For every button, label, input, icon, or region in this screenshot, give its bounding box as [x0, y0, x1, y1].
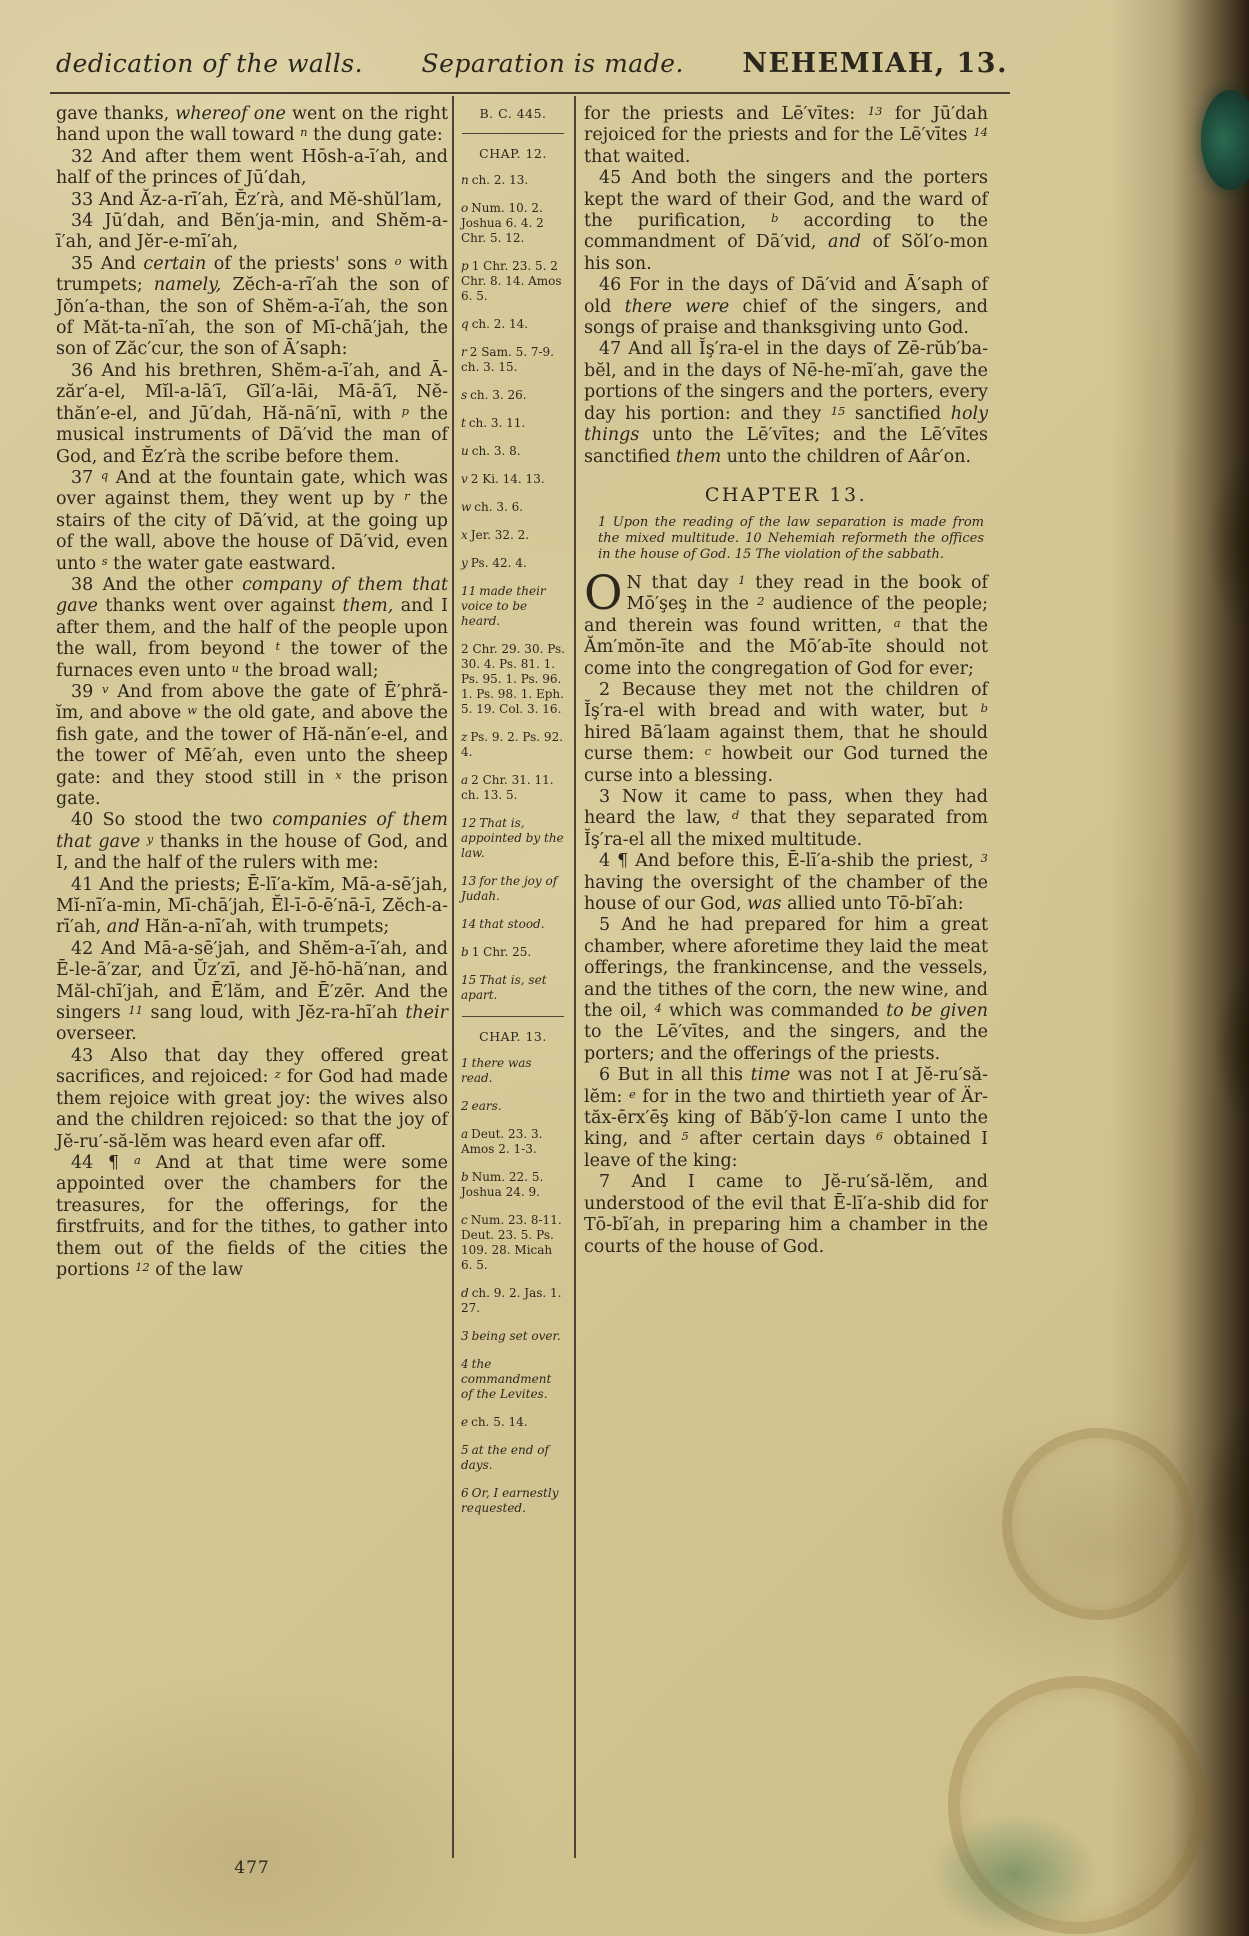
text-run: sang loud, with Jĕz-ra-hī′ah — [142, 1003, 406, 1024]
right-column — [584, 104, 988, 1258]
text-run: was — [747, 894, 782, 914]
cross-reference-mark: 12 — [461, 816, 477, 830]
chapter-heading: CHAPTER 13. — [704, 483, 868, 506]
cross-reference-entry — [461, 1127, 565, 1157]
cross-reference-text: That is, set apart. — [461, 973, 547, 1002]
text-run: the tower of the furnaces even unto — [56, 639, 448, 681]
cross-reference-entry — [461, 500, 565, 515]
cross-reference-text: ch. 3. 26. — [470, 388, 527, 402]
text-run: they read in the book of Mō′şeş in the — [626, 572, 988, 615]
text-run: 36 And his brethren, Shĕm-a-ī′ah, and Ā-zăr′a-el, Mĭl-a-lā′ī, Gĭl′a-lāi, Mā-ā′ī, Nĕ-thăn′e-el, and Jū′dah, Hă-nā′nī, with — [56, 360, 448, 424]
text-run: the dung gate: — [307, 125, 443, 146]
text-run: 42 And Mā-a-sē′jah, and Shĕm-a-ī′ah, and Ē-le-ā′zar, and Ŭz′zī, and Jĕ-hō-hā′nan, and Măl-chī′jah, and Ē′lăm, and Ē′zēr. And the singers — [56, 938, 448, 1024]
ref-marker: a — [133, 1152, 141, 1167]
ref-marker: d — [731, 808, 740, 823]
text-run: 7 And I came to Jĕ-ru′să-lĕm, and understood of the evil that Ē-lī′a-shib did for Tō-bī′ah, in preparing him a chamber in the courts of the house of God. — [584, 1172, 988, 1257]
verse-paragraph — [56, 682, 448, 810]
text-run: sanctified — [845, 403, 951, 424]
ink-stain-ring-upper — [1002, 1428, 1194, 1620]
text-run: And at the fountain gate, which was over against them, they went up by — [56, 467, 448, 510]
text-run: the old gate, and above the fish gate, and the tower of Hă-năn′e-el, and the tower of Mē′ah, even unto the sheep gate: and they stood still in — [56, 703, 448, 788]
cross-reference-mark: 15 — [461, 973, 477, 987]
text-run: for Jū′dah rejoiced for the priests and for the Lē′vītes — [584, 104, 988, 146]
text-run: 41 And the priests; Ē-lī′a-kĭm, Mā-a-sē′jah, Mĭ-nī′a-min, Mī-chā′jah, Ĕl-ī-ō-ē′nā-ī, Zĕch-a-rī′ah, — [56, 874, 448, 938]
text-run: their — [405, 1003, 448, 1024]
green-stain-bottom — [930, 1812, 1100, 1936]
text-run: 47 And all Ĭş′ra-el in the days of Zē-rŭb′ba-bĕl, and in the days of Nē-he-mī′ah, gave the portions of the singers and the porters, every day his portion: and they — [584, 339, 988, 424]
ref-marker: n — [300, 125, 308, 140]
ref-marker: a — [893, 615, 901, 630]
verse-paragraph — [56, 361, 448, 468]
column-divider-left — [452, 96, 454, 1858]
cross-reference-entry — [461, 1286, 565, 1316]
text-run: for God had made them rejoice with great joy: the wives also and the children rejoiced: so that the joy of Jĕ-ru′-să-lĕm was heard even afar off. — [56, 1067, 448, 1152]
cross-reference-text: the commandment of the Levites. — [461, 1357, 552, 1401]
header-rule — [50, 92, 1010, 94]
verse-paragraph — [584, 168, 988, 275]
text-run: allied unto Tō-bī′ah: — [781, 894, 964, 914]
verse-paragraph — [584, 915, 988, 1065]
ref-marker: 15 — [830, 403, 846, 418]
drop-cap: O — [584, 565, 623, 621]
text-run: for in the two and thirtieth year of Är-tăx-ērx′ēş king of Băb′ў-lon came I unto the king, and — [584, 1086, 988, 1150]
text-run: whereof one — [175, 104, 286, 124]
cross-reference-entry — [461, 917, 565, 932]
cross-reference-mark: e — [461, 1415, 469, 1429]
cross-reference-mark: 2 — [461, 1099, 469, 1113]
text-run: to the Lē′vītes, and the singers, and the porters; and the offerings of the priests. — [584, 1022, 988, 1064]
text-run: holy things — [584, 403, 988, 446]
ref-marker: z — [274, 1067, 281, 1082]
text-run: the prison gate. — [56, 767, 448, 809]
cross-reference-text: for the joy of Judah. — [461, 874, 558, 903]
cross-reference-mark: c — [461, 1213, 468, 1227]
text-run: company of them that gave — [56, 574, 448, 617]
cross-reference-entry — [461, 528, 565, 543]
text-run: 46 For in the days of Dā′vid and Ā′saph of old — [584, 275, 988, 317]
text-run: and I after them, and the half of the people upon the wall, from beyond — [56, 596, 448, 660]
ref-marker: y — [146, 831, 154, 846]
text-run: 44 ¶ — [71, 1152, 134, 1173]
cross-reference-text: ch. 3. 8. — [471, 444, 521, 458]
verse-paragraph — [584, 1065, 988, 1172]
cross-reference-mark: x — [461, 528, 468, 542]
text-run: of the law — [149, 1259, 244, 1280]
cross-reference-mark: z — [461, 730, 468, 744]
text-run: 39 — [71, 681, 103, 702]
cross-reference-text: Num. 22. 5. Joshua 24. 9. — [461, 1170, 544, 1199]
cross-reference-mark: r — [461, 345, 467, 359]
cross-reference-text: Num. 23. 8-11. Deut. 23. 5. Ps. 109. 28. Micah 6. 5. — [461, 1213, 562, 1272]
ref-marker: x — [335, 767, 342, 782]
verse-paragraph — [584, 104, 988, 168]
text-run: 2 Because they met not the children of Ĭş′ra-el with bread and with water, but — [584, 679, 988, 722]
text-run: them — [675, 446, 722, 467]
cross-reference-entry — [461, 444, 565, 459]
cross-reference-entry — [461, 874, 565, 904]
ref-marker: r — [404, 489, 410, 504]
text-run: gave thanks, — [56, 104, 176, 124]
cross-reference-entry — [461, 642, 565, 717]
text-run: 34 Jū′dah, and Bĕn′ja-min, and Shĕm-a-ī′ah, and Jĕr-e-mī′ah, — [56, 211, 448, 253]
cross-reference-mark: d — [461, 1286, 469, 1300]
text-run: 5 And he had prepared for him a great chamber, where aforetime they laid the meat offerings, the frankincense, and the vessels, and the tithes of the corn, the new wine, and the oil, — [584, 915, 988, 1022]
cross-reference-text: 2 Sam. 5. 7-9. ch. 3. 15. — [461, 345, 554, 374]
ref-marker: 14 — [973, 125, 988, 140]
cross-reference-entry — [461, 1415, 565, 1430]
cross-reference-text: 2 Ki. 14. 13. — [470, 472, 545, 486]
verse-paragraph — [584, 275, 988, 339]
text-run: companies of them that gave — [56, 810, 448, 852]
cross-reference-entry — [461, 259, 565, 304]
text-run: overseer. — [56, 1024, 137, 1045]
cross-reference-text: being set over. — [471, 1329, 561, 1343]
text-run: 43 Also that day they offered great sacrifices, and rejoiced: — [56, 1045, 448, 1088]
cross-reference-entry — [461, 1099, 565, 1114]
text-run: for the priests and Lē′vītes: — [584, 104, 868, 124]
text-run — [140, 832, 147, 852]
cross-reference-mark: q — [461, 317, 469, 331]
text-run: the stairs of the city of Dā′vid, at the going up of the wall, above the house of Dā′vid, even unto — [56, 489, 448, 574]
cross-reference-mark: u — [461, 444, 469, 458]
cross-reference-text: ch. 3. 6. — [474, 500, 524, 514]
verse-paragraph — [56, 254, 448, 361]
text-run: And at that time were some appointed over the chambers for the treasures, for the offerings, for the firstfruits, and for the tithes, to gather into them out of the fields of the cities the portions — [56, 1152, 449, 1280]
cross-reference-entry — [461, 816, 565, 861]
cross-reference-mark: a — [461, 1127, 469, 1141]
chapter-ref-label: CHAP. 13. — [479, 1029, 547, 1044]
ref-marker: 2 — [757, 594, 765, 609]
ref-marker: 1 — [738, 572, 746, 587]
cross-reference-mark: 4 — [461, 1357, 469, 1371]
verse-paragraph — [584, 851, 988, 915]
verse-paragraph — [56, 939, 448, 1046]
cross-reference-text: Ps. 42. 4. — [470, 556, 527, 570]
page-header — [56, 48, 1008, 79]
ref-marker: t — [275, 639, 281, 654]
cross-reference-entry — [461, 1486, 565, 1516]
text-run: to be given — [886, 1001, 988, 1022]
cross-reference-entry — [461, 730, 565, 760]
ref-marker: 12 — [135, 1259, 150, 1274]
cross-reference-mark: 14 — [461, 917, 477, 931]
text-run: thanks went over against — [97, 596, 343, 617]
text-run: 3 Now it came to pass, when they had heard the law, — [584, 786, 988, 829]
text-run: 6 But in all this — [599, 1065, 751, 1086]
cross-reference-text: there was read. — [461, 1056, 532, 1085]
cross-reference-mark: v — [461, 472, 468, 486]
verse-paragraph — [56, 190, 448, 211]
text-run: that they separated from Ĭş′ra-el all the mixed multitude. — [584, 808, 988, 850]
text-run: the water gate eastward. — [107, 553, 337, 574]
verse-paragraph — [584, 339, 988, 467]
cross-reference-mark: 11 — [461, 584, 477, 598]
cross-reference-entry — [461, 388, 565, 403]
cross-reference-mark: 5 — [461, 1443, 469, 1457]
text-run: 4 ¶ And before this, Ē-lī′a-shib the priest, — [599, 851, 981, 872]
text-run: of the priests' sons — [206, 253, 395, 274]
chapter-summary: 1 Upon the reading of the law separation is made from the mixed multitude. 10 Nehemiah reformeth the offices in the house of God. 15 The violation of the sabbath. — [598, 514, 984, 562]
cross-reference-text: made their voice to be heard. — [461, 584, 546, 628]
cross-reference-text: Jer. 32. 2. — [470, 528, 530, 542]
cross-reference-text: Deut. 23. 3. Amos 2. 1-3. — [461, 1127, 543, 1156]
text-run: hired Bā′laam against them, that he should curse them: — [584, 722, 988, 765]
text-run: went on the right hand upon the wall toward — [56, 104, 448, 146]
verse-paragraph — [56, 875, 448, 939]
text-run: 38 And the other — [71, 574, 243, 595]
running-head-center: Separation is made. — [421, 49, 684, 78]
cross-reference-mark: 6 — [461, 1486, 469, 1500]
text-run: obtained I leave of the king: — [584, 1129, 988, 1171]
text-run: N that day — [626, 572, 739, 593]
cross-reference-entry — [461, 945, 565, 960]
cross-reference-entry — [461, 201, 565, 246]
text-run: them, — [342, 596, 394, 617]
text-run: that waited. — [584, 146, 691, 167]
cross-reference-entry — [461, 773, 565, 803]
cross-reference-text: 1 Chr. 23. 5. 2 Chr. 8. 14. Amos 6. 5. — [461, 259, 562, 303]
cross-reference-entry — [461, 1443, 565, 1473]
ref-marker: o — [394, 253, 402, 268]
left-column — [56, 104, 448, 1281]
text-run: and — [106, 917, 140, 938]
text-run: namely, — [153, 275, 222, 296]
cross-reference-text: ears. — [471, 1099, 502, 1113]
cross-reference-text: Num. 10. 2. Joshua 6. 4. 2 Chr. 5. 12. — [461, 201, 544, 245]
ref-marker: b — [980, 701, 988, 716]
text-run: unto the children of Aâr′on. — [721, 446, 972, 467]
column-divider-right — [574, 96, 576, 1858]
text-run: was not I at Jĕ-ru′să-lĕm: — [584, 1065, 988, 1107]
cross-reference-mark: y — [461, 556, 468, 570]
cross-reference-entry — [461, 1170, 565, 1200]
verse-paragraph — [56, 575, 448, 682]
verse-paragraph — [584, 787, 988, 851]
cross-reference-text: Ps. 9. 2. Ps. 92. 4. — [461, 730, 564, 759]
cross-reference-mark: o — [461, 201, 469, 215]
cross-reference-entry — [461, 345, 565, 375]
ref-marker: b — [771, 211, 779, 226]
ref-marker: v — [102, 681, 109, 696]
running-head-left: dedication of the walls. — [56, 49, 364, 78]
cross-reference-entry — [461, 317, 565, 332]
cross-reference-mark: p — [461, 259, 469, 273]
text-run: 32 And after them went Hōsh-a-ī′ah, and half of the princes of Jū′dah, — [56, 146, 448, 189]
cross-reference-text: ch. 5. 14. — [471, 1415, 528, 1429]
verse-paragraph — [56, 104, 448, 147]
ref-marker: 4 — [654, 1001, 662, 1016]
verse-paragraph — [56, 211, 448, 254]
text-run: 35 And — [71, 253, 144, 274]
cross-reference-mark: 13 — [461, 874, 477, 888]
cross-reference-mark: b — [461, 1170, 469, 1184]
cross-reference-entry — [461, 1213, 565, 1273]
verse-paragraph — [56, 810, 448, 874]
text-run: the musical instruments of Dā′vid the man of God, and Ĕz′rà the scribe before them. — [56, 403, 449, 467]
ref-marker: 6 — [875, 1129, 884, 1144]
text-run: according to the commandment of Dā′vid, — [584, 211, 988, 253]
cross-reference-text: ch. 9. 2. Jas. 1. 27. — [461, 1286, 562, 1315]
text-run: which was commanded — [661, 1001, 887, 1022]
ref-marker: c — [704, 744, 712, 759]
text-run: having the oversight of the chamber of the house of our God, — [584, 872, 988, 914]
cross-reference-mark: 1 — [461, 1056, 469, 1070]
text-run: 33 And Ăz-a-rī′ah, Ĕz′rà, and Mĕ-shŭl′lam, — [71, 189, 443, 210]
ref-marker: w — [187, 703, 198, 718]
ref-marker: 11 — [128, 1003, 143, 1018]
ref-marker: 5 — [681, 1129, 689, 1144]
text-run: howbeit our God turned the curse into a blessing. — [584, 744, 988, 786]
center-column-rule — [462, 1016, 564, 1017]
text-run: that the Ăm′mŏn-īte and the Mō′ab-īte should not come into the congregation of God for ever; — [584, 615, 988, 679]
cross-reference-mark: s — [461, 388, 468, 402]
cross-reference-entry — [461, 556, 565, 571]
verse-paragraph — [584, 565, 988, 680]
text-run: 37 — [71, 467, 101, 488]
cross-reference-text: Or, I earnestly requested. — [461, 1486, 559, 1515]
text-run: time — [750, 1065, 791, 1086]
ref-marker: u — [231, 660, 240, 675]
cross-reference-entry — [461, 416, 565, 431]
cross-reference-entry — [461, 1329, 565, 1344]
page-edge-shadow — [1109, 0, 1249, 1936]
cross-reference-text: ch. 2. 13. — [471, 173, 529, 187]
text-run: 40 So stood the two — [71, 810, 273, 831]
text-run: with trumpets; — [56, 253, 448, 296]
page-number: 477 — [234, 1858, 270, 1878]
cross-reference-mark: n — [461, 173, 469, 187]
cross-reference-mark: b — [461, 945, 469, 959]
center-column-rule — [462, 133, 564, 134]
ref-marker: 13 — [867, 104, 883, 118]
text-run: of Sŏl′o-mon his son. — [584, 232, 988, 274]
bc-date-label: B. C. 445. — [479, 106, 547, 121]
cross-reference-text: 1 Chr. 25. — [471, 945, 532, 959]
verse-paragraph — [584, 1172, 988, 1258]
cross-reference-text: ch. 3. 11. — [468, 416, 526, 430]
cross-reference-text: That is, appointed by the law. — [461, 816, 564, 860]
ref-marker: 3 — [980, 851, 988, 866]
text-run: there were — [624, 296, 730, 317]
cross-reference-text: 2 Chr. 31. 11. ch. 13. 5. — [461, 773, 554, 802]
cross-reference-text: 2 Chr. 29. 30. Ps. 30. 4. Ps. 81. 1. Ps. 95. 1. Ps. 96. 1. Ps. 98. 1. Eph. 5. 19. Col. 3. 16. — [461, 642, 565, 716]
cross-reference-text: at the end of days. — [461, 1443, 549, 1472]
cross-reference-text: that stood. — [479, 917, 545, 931]
text-run: and — [828, 232, 861, 253]
cross-reference-entry — [461, 173, 565, 188]
verse-paragraph — [56, 147, 448, 190]
cross-reference-entry — [461, 584, 565, 629]
cross-reference-mark: 3 — [461, 1329, 469, 1343]
verse-paragraph — [56, 1153, 448, 1281]
text-run: unto the Lē′vītes; and the Lē′vītes sanctified — [584, 425, 988, 467]
thumb-stain-top — [1201, 90, 1249, 190]
ref-marker: q — [100, 467, 109, 482]
cross-reference-entry — [461, 1357, 565, 1402]
verse-paragraph — [56, 1046, 448, 1153]
cross-reference-text: ch. 2. 14. — [471, 317, 529, 331]
center-column — [461, 104, 565, 1529]
text-run: And from above the gate of Ē′phră-ĭm, and above — [56, 681, 448, 724]
chapter-ref-label: CHAP. 12. — [479, 146, 547, 161]
cross-reference-entry — [461, 472, 565, 487]
ref-marker: s — [101, 553, 108, 568]
text-run: audience of the people; and therein was found written, — [584, 594, 988, 636]
verse-paragraph — [56, 468, 448, 575]
text-run: chief of the singers, and songs of praise and thanksgiving unto God. — [584, 296, 988, 339]
text-run: Zĕch-a-rī′ah the son of Jŏn′a-than, the son of Shĕm-a-ī′ah, the son of Măt-ta-nī′ah, the son of Mī-chā′jah, the son of Zăc′cur, the son of Ā′saph: — [56, 275, 448, 360]
text-run: after certain days — [688, 1129, 876, 1150]
verse-paragraph — [584, 680, 988, 787]
text-run: Hăn-a-nī′ah, with trumpets; — [139, 917, 390, 938]
cross-reference-mark: a — [461, 773, 469, 787]
cross-reference-entry — [461, 1056, 565, 1086]
text-run: certain — [143, 253, 207, 274]
ref-marker: e — [629, 1086, 636, 1101]
text-run: thanks in the house of God, and I, and the half of the rulers with me: — [56, 831, 448, 874]
text-run: 45 And both the singers and the porters kept the ward of their God, and the ward of the purification, — [584, 168, 988, 232]
book-chapter-title: NEHEMIAH, 13. — [742, 48, 1008, 79]
ref-marker: p — [401, 403, 410, 418]
cross-reference-mark: w — [461, 500, 472, 514]
cross-reference-mark: t — [461, 416, 466, 430]
text-run: the broad wall; — [239, 660, 379, 681]
cross-reference-entry — [461, 973, 565, 1003]
